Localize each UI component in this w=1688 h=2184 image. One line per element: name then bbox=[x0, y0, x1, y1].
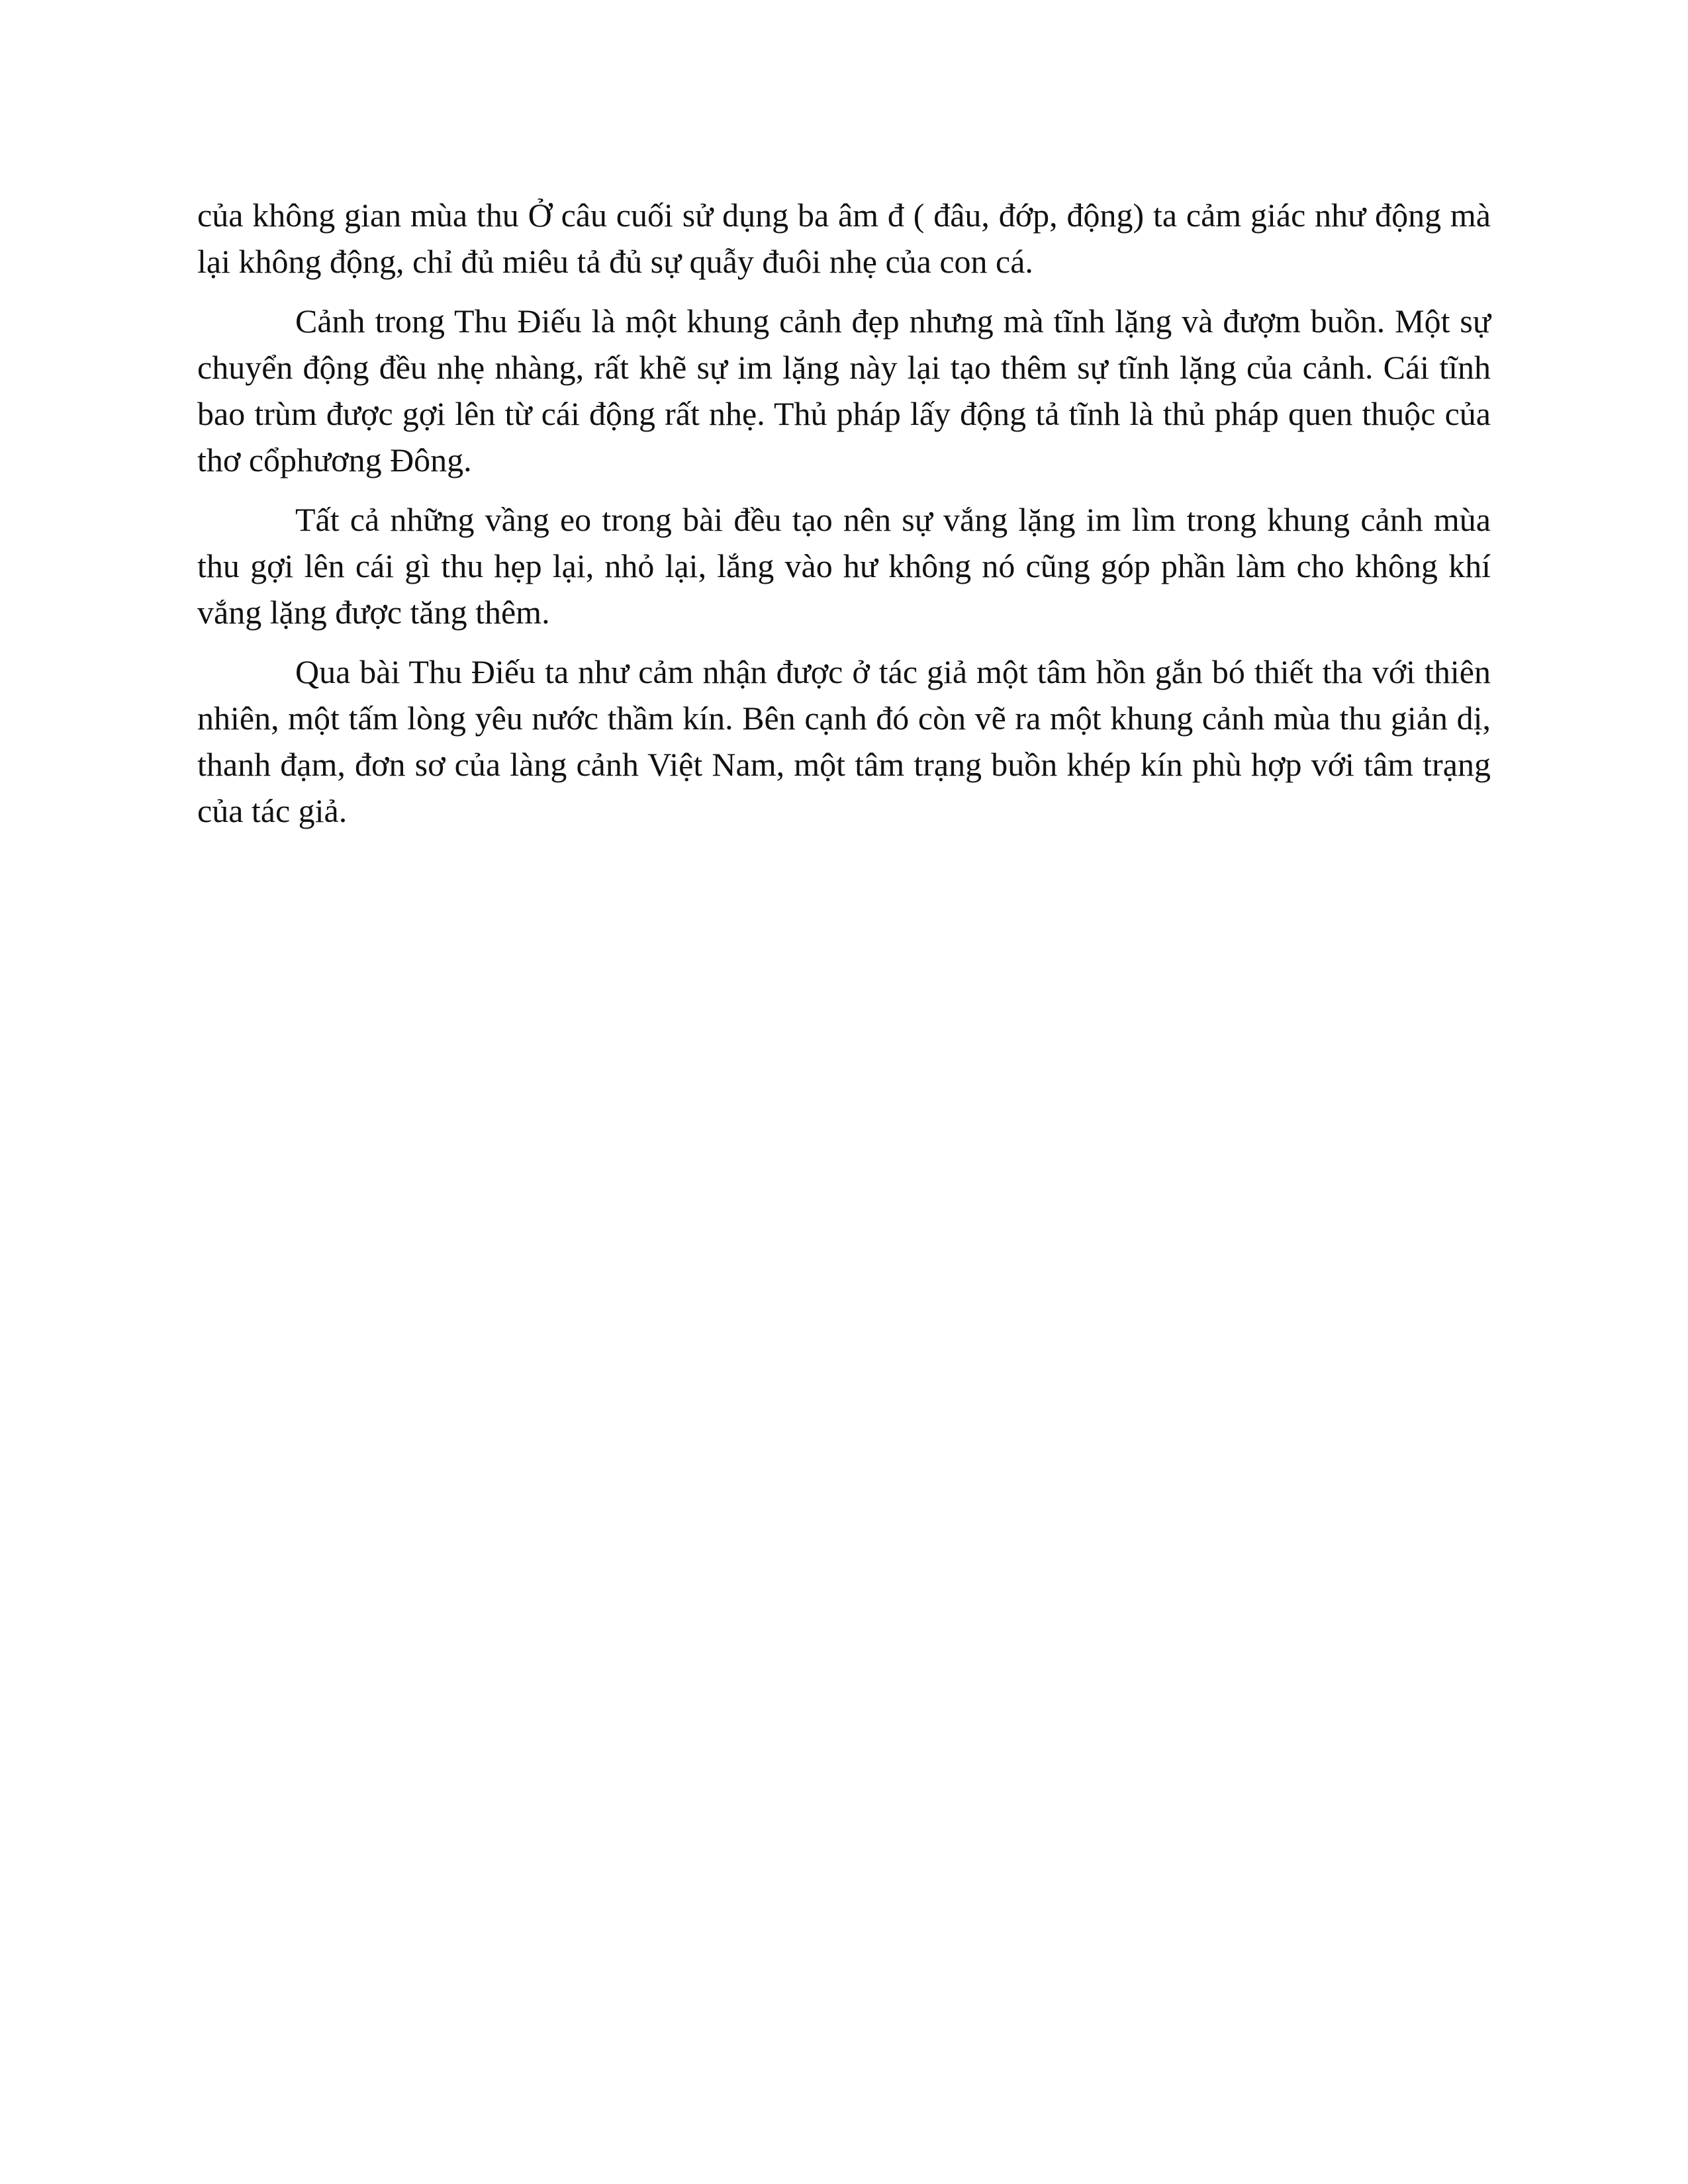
document-body bbox=[197, 192, 1491, 847]
paragraph: Tất cả những vầng eo trong bài đều tạo nên sự vắng lặng im lìm trong khung cảnh mùa thu gợi lên cái gì thu hẹp lại, nhỏ lại, lắng vào hư không nó cũng góp phần làm cho không khí vắng lặng được tăng thêm. bbox=[197, 501, 1491, 631]
paragraph-continuation: của không gian mùa thu Ở câu cuối sử dụng ba âm đ ( đâu, đớp, động) ta cảm giác như động mà lại không động, chỉ đủ miêu tả đủ sự quẫy đuôi nhẹ của con cá. bbox=[197, 197, 1491, 280]
paragraph: Qua bài Thu Điếu ta như cảm nhận được ở tác giả một tâm hồn gắn bó thiết tha với thiên nhiên, một tấm lòng yêu nước thầm kín. Bên cạnh đó còn vẽ ra một khung cảnh mùa thu giản dị, thanh đạm, đơn sơ của làng cảnh Việt Nam, một tâm trạng buồn khép kín phù hợp với tâm trạng của tác giả. bbox=[197, 653, 1491, 829]
paragraph: Cảnh trong Thu Điếu là một khung cảnh đẹp nhưng mà tĩnh lặng và đượm buồn. Một sự chuyển động đều nhẹ nhàng, rất khẽ sự im lặng này lại tạo thêm sự tĩnh lặng của cảnh. Cái tĩnh bao trùm được gợi lên từ cái động rất nhẹ. Thủ pháp lấy động tả tĩnh là thủ pháp quen thuộc của thơ cổphương Đông. bbox=[197, 302, 1491, 478]
